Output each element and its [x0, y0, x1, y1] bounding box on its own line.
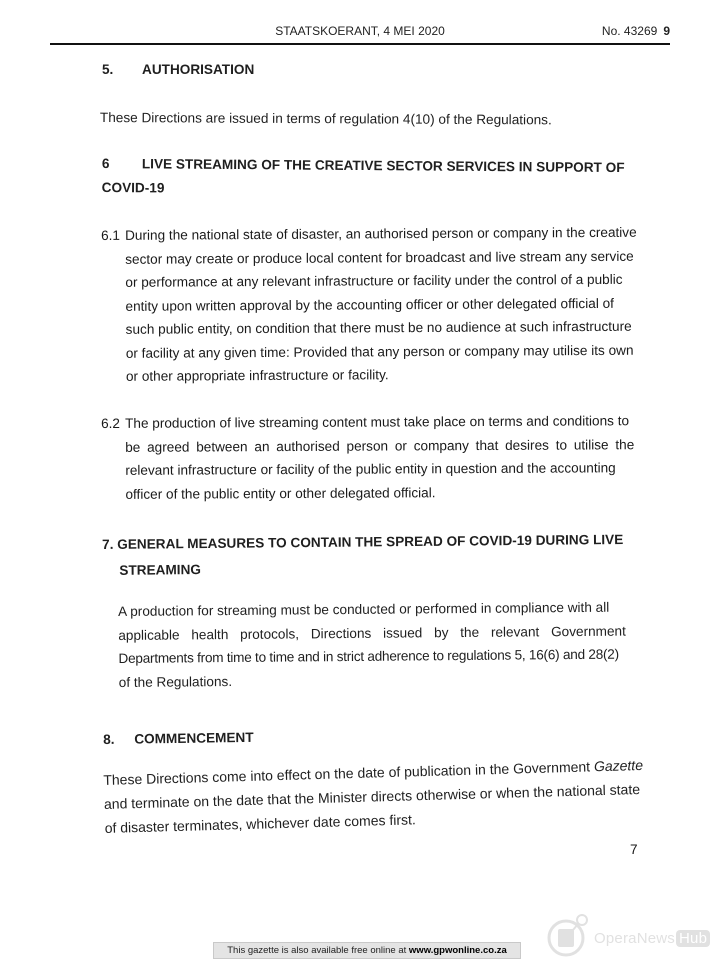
paragraph-6-1-line: sector may create or produce local content for broadcast and live stream any service	[125, 248, 634, 267]
page-number-bottom: 7	[630, 842, 638, 857]
issue-number: No. 43269	[601, 24, 658, 38]
section-8-line: of disaster terminates, whichever date comes first.	[104, 811, 417, 836]
paragraph-6-2-line: relevant infrastructure or facility of the public entity in question and the accounting	[125, 460, 616, 478]
paragraph-6-1-line: or performance at any relevant infrastructure or facility under the control of a public	[125, 271, 623, 290]
section-5-title: AUTHORISATION	[142, 62, 255, 77]
footer-text: This gazette is also available free online at	[227, 945, 409, 956]
section-8-title: COMMENCEMENT	[134, 729, 254, 747]
paragraph-6-1-line: or facility at any given time: Provided that any person or company may utilise its own	[125, 342, 634, 361]
section-5-text: These Directions are issued in terms of regulation 4(10) of the Regulations.	[99, 109, 552, 128]
section-8-number: 8.	[103, 731, 115, 747]
paragraph-6-1-line: During the national state of disaster, an authorised person or company in the creative	[125, 224, 637, 243]
header-title: STAATSKOERANT, 4 MEI 2020	[275, 24, 445, 38]
section-6-title-line1: LIVE STREAMING OF THE CREATIVE SECTOR SERVICES IN SUPPORT OF	[141, 156, 625, 176]
section-7-number: 7.	[102, 536, 114, 552]
section-5-heading	[102, 58, 255, 82]
operanews-logo-icon	[546, 910, 592, 960]
section-8-line: These Directions come into effect on the date of publication in the Government Gazette	[103, 756, 644, 788]
watermark-text: OperaNews Hub	[594, 930, 710, 947]
section-5-number: 5.	[102, 62, 114, 77]
paragraph-6-1	[101, 221, 642, 389]
section-7-title-line1: GENERAL MEASURES TO CONTAIN THE SPREAD OF COVID-19 DURING LIVE	[117, 531, 624, 552]
watermark-badge: Hub	[676, 930, 710, 947]
paragraph-6-2	[101, 409, 641, 506]
section-7-line: A production for streaming must be conducted or performed in compliance with all	[118, 599, 610, 619]
footer-link[interactable]: www.gpwonline.co.za	[408, 945, 507, 956]
paragraph-6-2-label: 6.2	[101, 415, 121, 431]
header-page-number: 9	[663, 24, 670, 38]
section-7-line: Departments from time to time and in strict adherence to regulations 5, 16(6) and 28(2)	[118, 646, 619, 666]
paragraph-6-2-line: be agreed between an authorised person or company that desires to utilise the	[125, 436, 635, 455]
section-7-title-line2: STREAMING	[119, 562, 201, 578]
section-8-body	[103, 753, 645, 840]
section-5-body	[100, 106, 552, 132]
paragraph-6-1-line: entity upon written approval by the accounting officer or other delegated official of	[125, 295, 614, 314]
section-6-heading	[102, 152, 642, 203]
paragraph-6-2-line: officer of the public entity or other delegated official.	[125, 484, 436, 502]
section-7-heading	[102, 527, 642, 584]
footer-banner	[213, 942, 521, 959]
paragraph-6-1-line: such public entity, on condition that there must be no audience at such infrastructure	[125, 318, 632, 337]
section-7-line: of the Regulations.	[118, 673, 233, 690]
section-6-title-line2: COVID-19	[101, 179, 165, 195]
gazette-italic: Gazette	[593, 756, 644, 775]
section-6-number: 6	[101, 155, 110, 172]
paragraph-6-2-line: The production of live streaming content must take place on terms and conditions to	[125, 413, 630, 431]
section-7-line: applicable health protocols, Directions issued by the relevant Government	[118, 623, 626, 643]
section-8-line: and terminate on the date that the Minister directs otherwise or when the national state	[103, 781, 641, 812]
paragraph-6-1-label: 6.1	[101, 227, 121, 243]
paragraph-6-1-line: or other appropriate infrastructure or facility.	[125, 367, 389, 384]
operanews-watermark	[546, 910, 716, 962]
section-8-heading	[103, 726, 254, 752]
section-7-body	[118, 595, 639, 694]
